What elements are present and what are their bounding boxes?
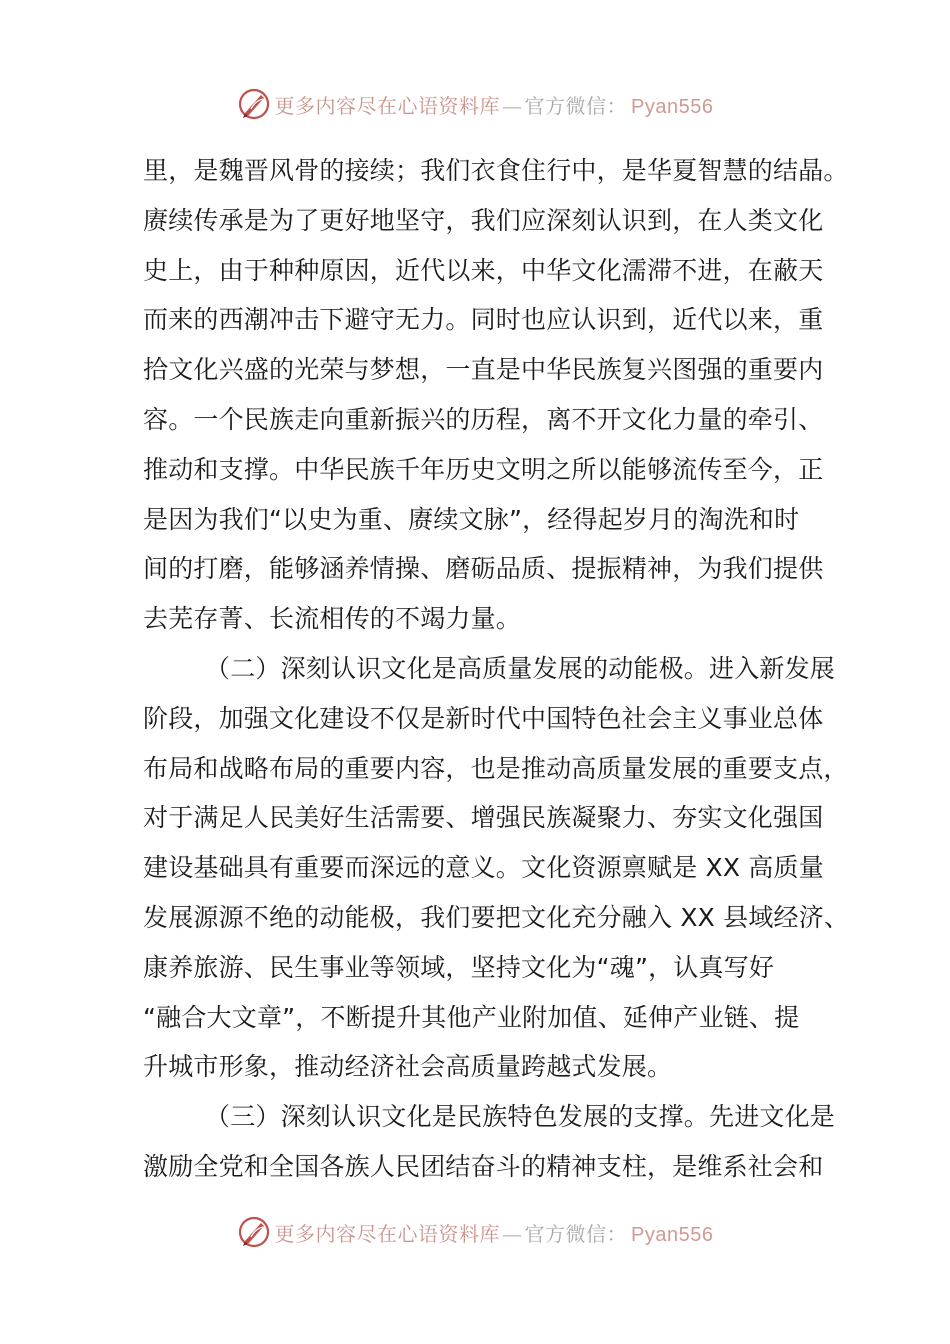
text-line: 里，是魏晋风骨的接续；我们衣食住行中，是华夏智慧的结晶。 [143, 156, 849, 185]
pen-logo-icon [237, 1215, 271, 1249]
watermark-separator: — [502, 1221, 523, 1246]
watermark-account: Pyan556 [631, 95, 714, 118]
watermark-label: 官方微信： [524, 93, 628, 118]
watermark-account: Pyan556 [631, 1223, 714, 1246]
watermark-brand: 更多内容尽在心语资料库 [274, 1221, 501, 1246]
watermark-separator: — [502, 93, 523, 118]
watermark-brand: 更多内容尽在心语资料库 [274, 93, 501, 118]
text-line: 容。一个民族走向重新振兴的历程，离不开文化力量的牵引、 [143, 404, 824, 434]
text-line: 升城市形象，推动经济社会高质量跨越式发展。 [143, 1052, 673, 1082]
header-watermark [0, 84, 950, 124]
text-line: 布局和战略布局的重要内容，也是推动高质量发展的重要支点， [143, 753, 849, 783]
text-line: 是因为我们“以史为重、赓续文脉”，经得起岁月的淘洗和时 [143, 504, 800, 534]
text-line: 发展源源不绝的动能极，我们要把文化充分融入 XX 县域经济、 [143, 902, 850, 932]
text-line: 赓续传承是为了更好地坚守，我们应深刻认识到，在人类文化 [143, 205, 824, 235]
text-line: 对于满足人民美好生活需要、增强民族凝聚力、夯实文化强国 [143, 803, 824, 833]
watermark-text [275, 1218, 714, 1247]
text-line: 激励全党和全国各族人民团结奋斗的精神支柱，是维系社会和 [143, 1151, 824, 1181]
footer-watermark [0, 1212, 950, 1252]
text-line: （三）深刻认识文化是民族特色发展的支撑。先进文化是 [205, 1102, 836, 1132]
text-line: 建设基础具有重要而深远的意义。文化资源禀赋是 XX 高质量 [143, 853, 824, 883]
text-line: 拾文化兴盛的光荣与梦想，一直是中华民族复兴图强的重要内 [143, 355, 824, 385]
watermark-text [275, 90, 714, 119]
pen-logo-icon [237, 87, 271, 121]
text-line: 间的打磨，能够涵养情操、磨砺品质、提振精神，为我们提供 [143, 554, 824, 584]
text-line: 推动和支撑。中华民族千年历史文明之所以能够流传至今，正 [143, 454, 824, 484]
text-line: 康养旅游、民生事业等领域，坚持文化为“魂”，认真写好 [143, 952, 775, 982]
text-line: “融合大文章”，不断提升其他产业附加值、延伸产业链、提 [143, 1002, 800, 1032]
document-body [143, 146, 850, 1192]
text-line: （二）深刻认识文化是高质量发展的动能极。进入新发展 [205, 653, 836, 683]
text-line: 史上，由于种种原因，近代以来，中华文化濡滞不进，在蔽天 [143, 255, 824, 285]
text-line: 阶段，加强文化建设不仅是新时代中国特色社会主义事业总体 [143, 703, 824, 733]
text-line: 而来的西潮冲击下避守无力。同时也应认识到，近代以来，重 [143, 305, 824, 335]
text-line: 去芜存菁、长流相传的不竭力量。 [143, 604, 522, 634]
watermark-label: 官方微信： [524, 1221, 628, 1246]
